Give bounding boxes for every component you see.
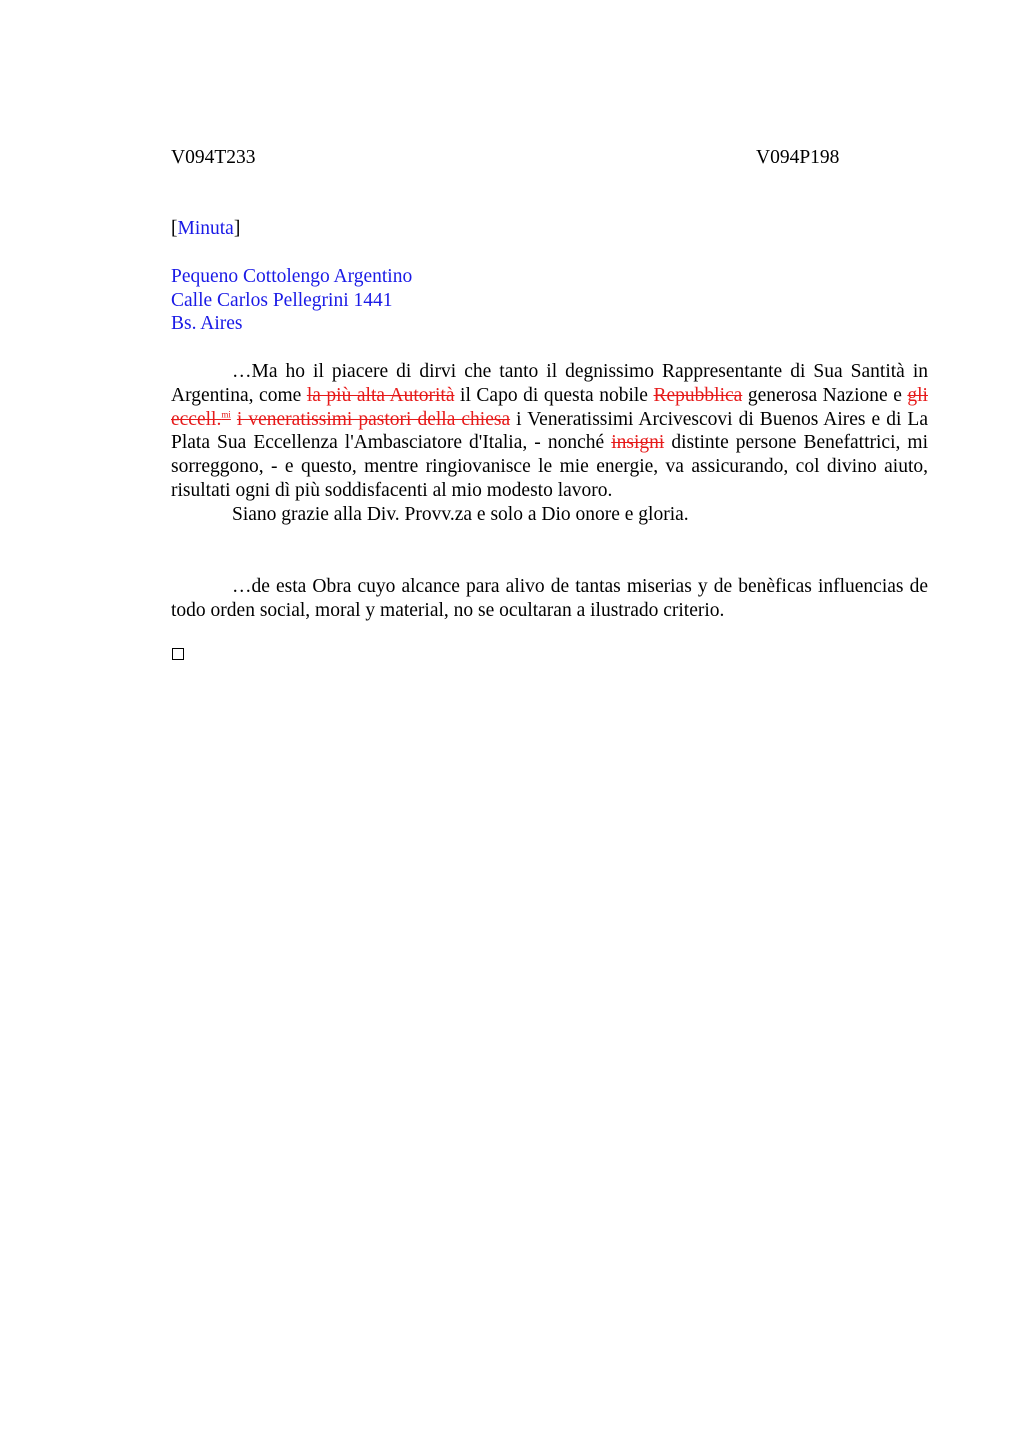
bracket-close: ] xyxy=(233,218,241,239)
paragraph-italian-1 xyxy=(171,360,928,503)
minuta-text: Minuta xyxy=(177,218,234,239)
address-line-3: Bs. Aires xyxy=(171,313,243,335)
reference-code-left: V094T233 xyxy=(171,147,256,168)
text-segment: il Capo di questa nobile xyxy=(454,384,654,406)
deleted-text: i veneratissimi pastori della chiesa xyxy=(236,408,511,430)
text-segment: …Ma ho il piacere di dirvi che tanto il degnissimo Rappresentante di Sua Santità in Argentina, come xyxy=(171,361,928,406)
deleted-text: Repubblica xyxy=(653,384,743,406)
text-segment: i Veneratissimi Arcivescovi di Buenos Aires e di La Plata Sua Eccellenza l'Ambasciatore d'Italia, - nonché xyxy=(171,408,928,454)
address-block xyxy=(171,265,412,336)
deleted-text: insigni xyxy=(611,432,665,454)
minuta-label xyxy=(171,217,240,241)
paragraph-italian-2: Siano grazie alla Div. Provv.za e solo a Dio onore e gloria. xyxy=(232,504,689,525)
reference-code-right: V094P198 xyxy=(756,147,840,168)
deleted-superscript: mi xyxy=(221,409,231,420)
bracket-open: [ xyxy=(171,218,178,239)
text-segment: distinte persone Benefattrici, mi sorreggono, - e questo, mentre ringiovanisce le mie energie, va assicurando, col divino aiuto, risultati ogni dì più soddisfacenti al mio modesto lavoro. xyxy=(171,432,928,501)
checkbox-square-icon xyxy=(172,648,184,660)
paragraph-spanish: …de esta Obra cuyo alcance para alivo de tantas miserias y de benèficas influencias de todo orden social, moral y material, no se ocultaran a ilustrado criterio. xyxy=(171,576,928,621)
address-line-2: Calle Carlos Pellegrini 1441 xyxy=(171,289,393,311)
deleted-abbrev: gli eccell. xyxy=(171,384,928,430)
address-line-1: Pequeno Cottolengo Argentino xyxy=(171,266,413,287)
text-segment: generosa Nazione e xyxy=(742,384,908,406)
deleted-text: la più alta Autorità xyxy=(306,384,455,406)
